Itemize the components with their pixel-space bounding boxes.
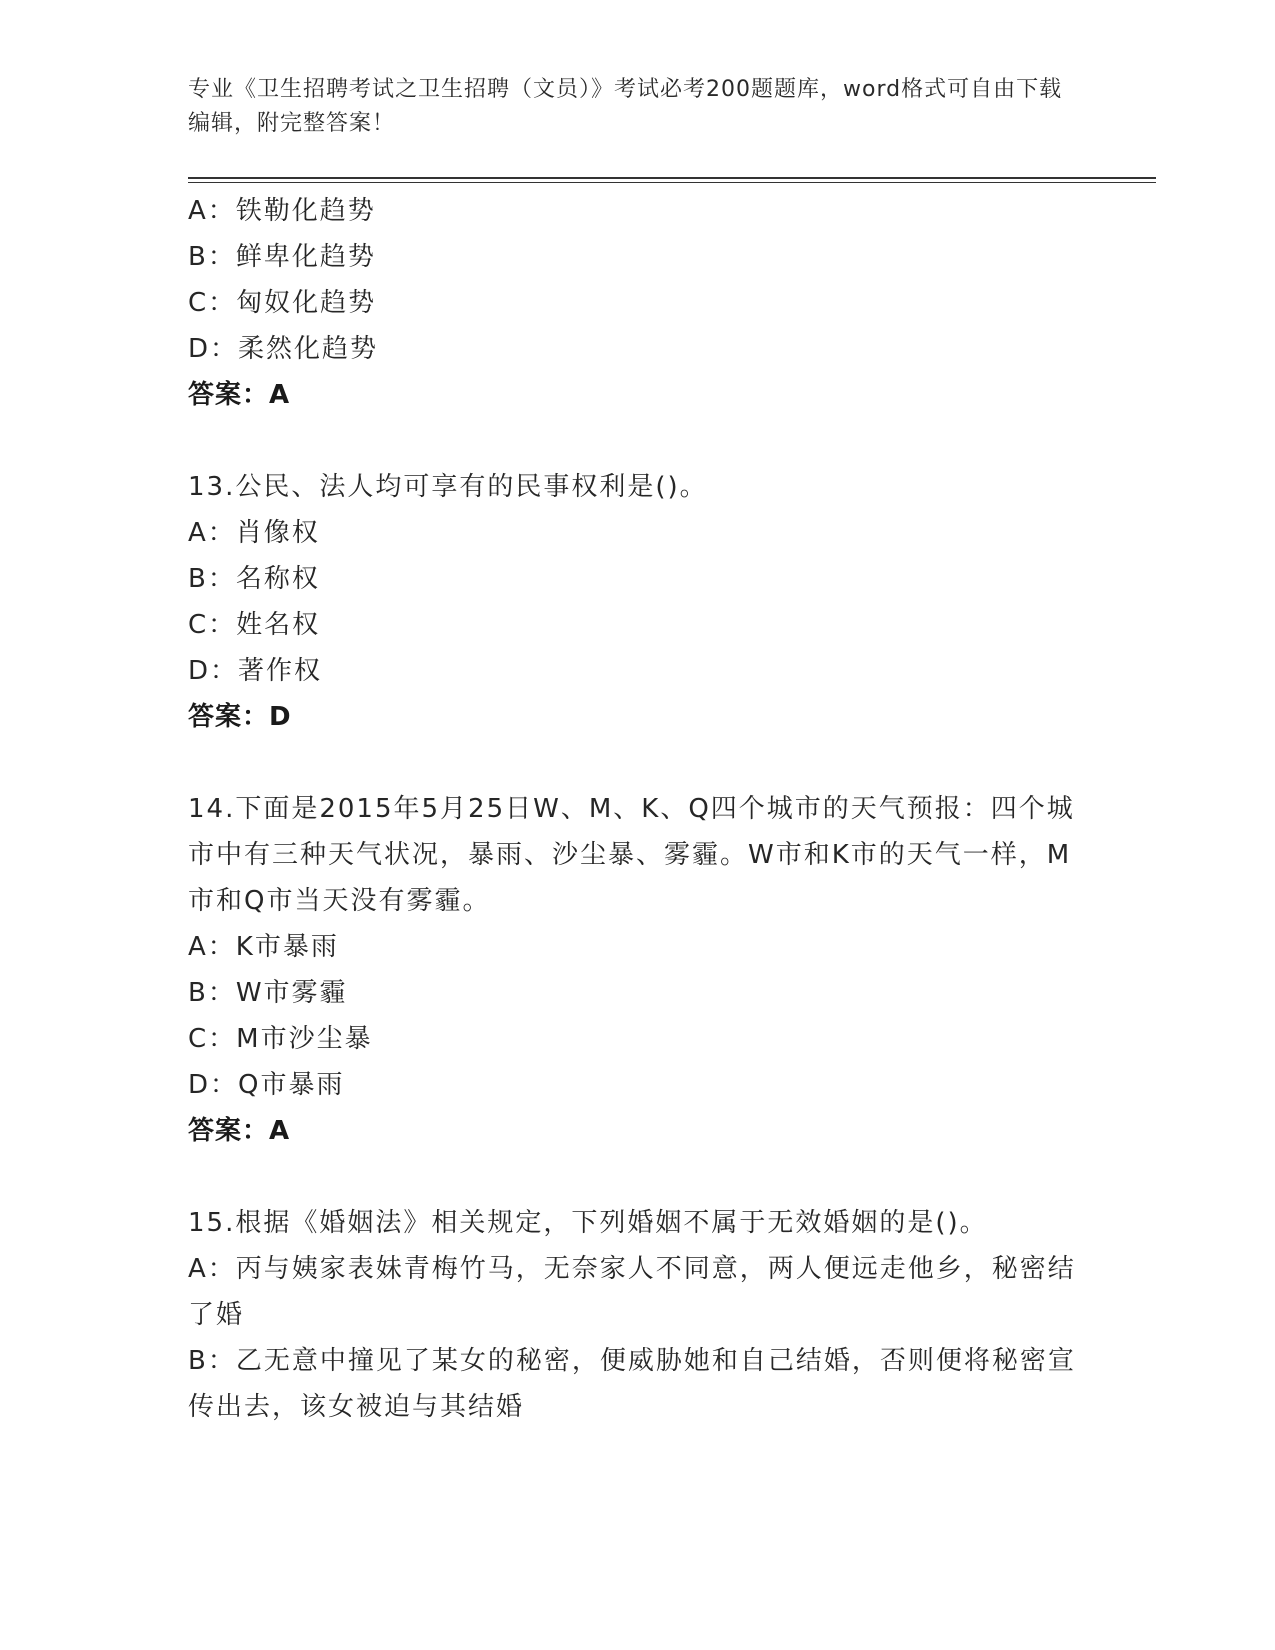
question-15 [188,1200,1088,1430]
spacer [188,1154,1088,1200]
option-a: A：丙与姨家表妹青梅竹马，无奈家人不同意，两人便远走他乡，秘密结了婚 [188,1254,1076,1330]
question-list [188,188,1088,1430]
answer: 答案：A [188,1116,291,1146]
question-12 [188,188,1088,418]
header-divider-thin [188,182,1156,183]
option-b: B：名称权 [188,564,320,594]
option-b: B：鲜卑化趋势 [188,242,376,272]
question-14 [188,786,1088,1154]
question-stem: 14.下面是2015年5月25日W、M、K、Q四个城市的天气预报：四个城市中有三种天气状况，暴雨、沙尘暴、雾霾。W市和K市的天气一样，M市和Q市当天没有雾霾。 [188,794,1075,916]
spacer [188,740,1088,786]
option-d: D：Q市暴雨 [188,1070,345,1100]
option-a: A：铁勒化趋势 [188,196,376,226]
option-c: C：匈奴化趋势 [188,288,377,318]
option-c: C：姓名权 [188,610,321,640]
option-c: C：M市沙尘暴 [188,1024,373,1054]
question-stem: 13.公民、法人均可享有的民事权利是()。 [188,472,708,502]
option-b: B：W市雾霾 [188,978,348,1008]
option-a: A：K市暴雨 [188,932,339,962]
question-13 [188,464,1088,740]
option-d: D：著作权 [188,656,323,686]
question-stem: 15.根据《婚姻法》相关规定，下列婚姻不属于无效婚姻的是()。 [188,1208,988,1238]
answer: 答案：D [188,702,292,732]
option-d: D：柔然化趋势 [188,334,379,364]
answer: 答案：A [188,380,291,410]
spacer [188,418,1088,464]
option-b: B：乙无意中撞见了某女的秘密，便威胁她和自己结婚，否则便将秘密宣传出去，该女被迫与其结婚 [188,1346,1076,1422]
header-divider-thick [188,177,1156,179]
option-a: A：肖像权 [188,518,320,548]
document-header: 专业《卫生招聘考试之卫生招聘（文员）》考试必考200题题库，word格式可自由下载编辑，附完整答案！ [188,77,1063,136]
